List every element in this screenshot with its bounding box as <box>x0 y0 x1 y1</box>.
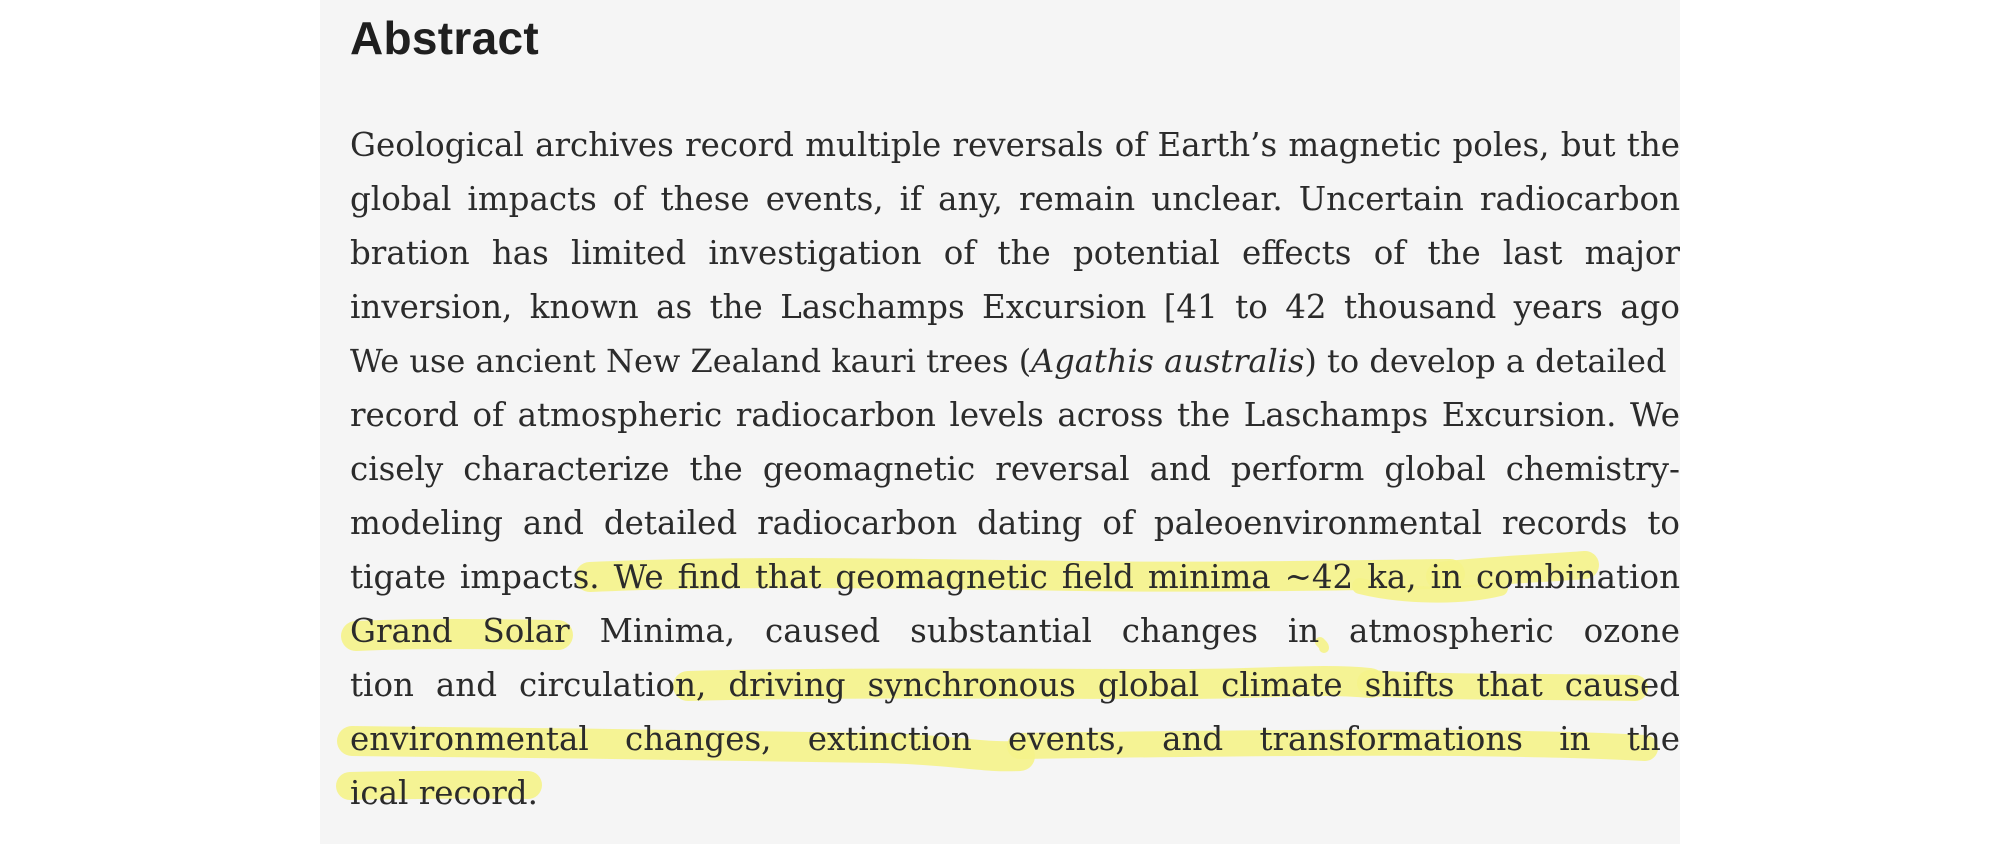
abstract-line: ical record. <box>350 774 538 812</box>
abstract-line <box>350 334 1680 388</box>
species-name: Agathis australis <box>1031 342 1305 380</box>
abstract-line: Geological archives record multiple reversals of Earth’s magnetic poles, but the <box>350 126 1680 164</box>
abstract-line: record of atmospheric radiocarbon levels across the Laschamps Excursion. We <box>350 396 1680 434</box>
abstract-line: environmental changes, extinction events, and transformations in the <box>350 720 1680 758</box>
abstract-line-part: ) to develop a detailed <box>1304 342 1667 380</box>
abstract-panel <box>320 0 1680 844</box>
abstract-line: tigate impacts. We find that geomagnetic field minima ~42 ka, in combination <box>350 558 1680 596</box>
abstract-paragraph <box>350 118 1680 820</box>
abstract-line: cisely characterize the geomagnetic reversal and perform global chemistry- <box>350 450 1680 488</box>
abstract-line: Grand Solar Minima, caused substantial changes in atmospheric ozone <box>350 612 1680 650</box>
abstract-line-part: We use ancient New Zealand kauri trees ( <box>350 342 1032 380</box>
abstract-line: global impacts of these events, if any, remain unclear. Uncertain radiocarbon <box>350 180 1680 218</box>
abstract-line: inversion, known as the Laschamps Excursion [41 to 42 thousand years ago <box>350 288 1680 326</box>
section-heading: Abstract <box>350 12 540 64</box>
abstract-line: tion and circulation, driving synchronous global climate shifts that caused <box>350 666 1680 704</box>
abstract-line: modeling and detailed radiocarbon dating of paleoenvironmental records to <box>350 504 1680 542</box>
abstract-line: bration has limited investigation of the potential effects of the last major <box>350 234 1680 272</box>
